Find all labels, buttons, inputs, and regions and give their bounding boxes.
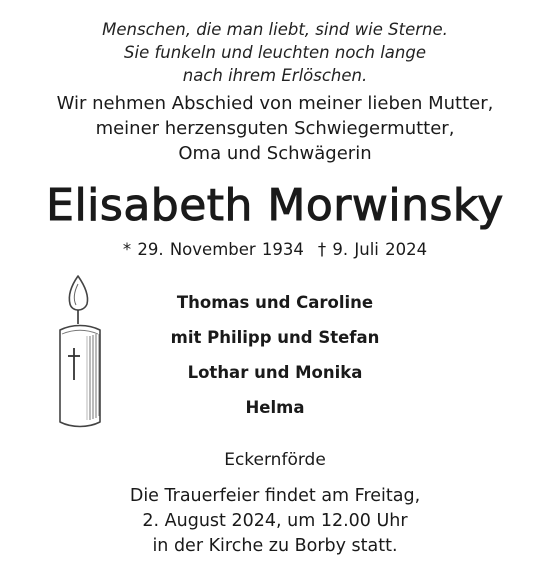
service-line-2: 2. August 2024, um 12.00 Uhr: [142, 511, 408, 531]
mourner-line-2: mit Philipp und Stefan: [170, 328, 380, 347]
death-date: † 9. Juli 2024: [317, 240, 428, 259]
service-line-3: in der Kirche zu Borby statt.: [152, 536, 398, 556]
deceased-name: Elisabeth Morwinsky: [46, 180, 504, 231]
birth-date: * 29. November 1934: [122, 240, 304, 259]
mourner-line-1: Thomas und Caroline: [176, 293, 374, 312]
quote-line-3: nach ihrem Erlöschen.: [182, 66, 368, 85]
quote-line-1: Menschen, die man liebt, sind wie Sterne.: [102, 20, 448, 39]
service-line-1: Die Trauerfeier findet am Freitag,: [129, 486, 421, 506]
intro-line-2: meiner herzensguten Schwiegermutter,: [95, 118, 455, 139]
life-dates: [0, 240, 550, 259]
mourner-line-4: Helma: [245, 398, 305, 417]
mourner-line-3: Lothar und Monika: [187, 363, 363, 382]
quote-line-2: Sie funkeln und leuchten noch lange: [124, 43, 426, 62]
place-name: Eckernförde: [224, 450, 326, 470]
intro-line-1: Wir nehmen Abschied von meiner lieben Mutter,: [56, 93, 494, 114]
intro-line-3: Oma und Schwägerin: [178, 143, 372, 164]
